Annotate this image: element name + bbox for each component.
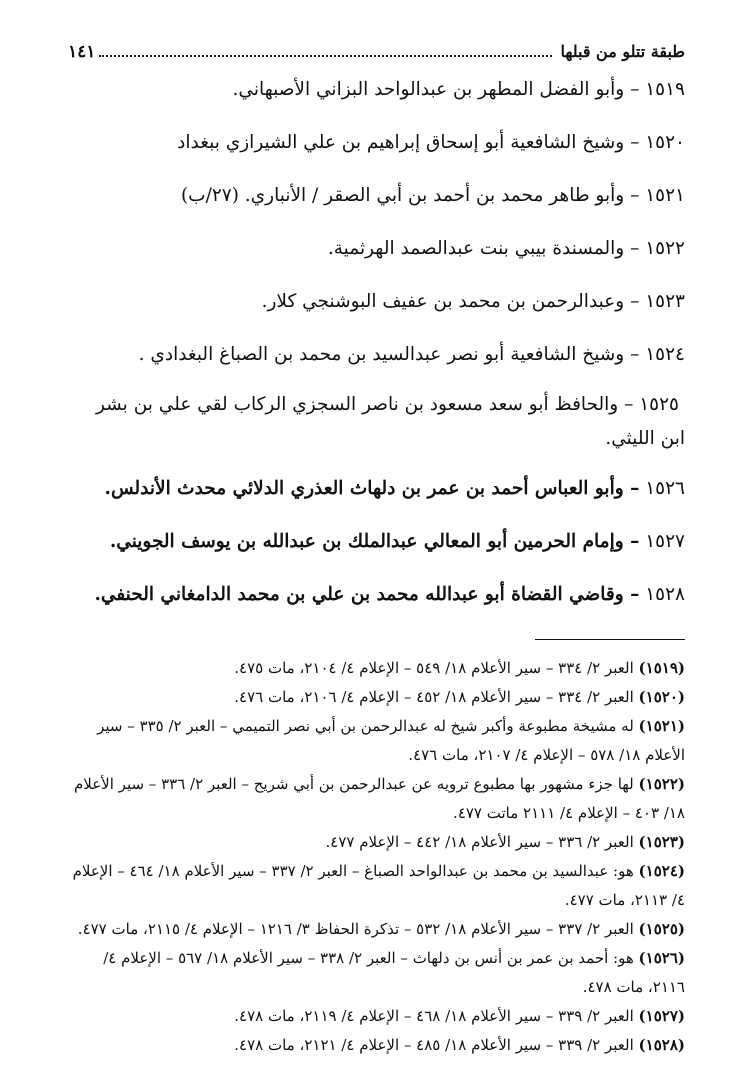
entry-text: – وأبو الفضل المطهر بن عبدالواحد البزاني الأصبهاني. (232, 79, 640, 100)
entries-list (68, 70, 685, 615)
entry-item (68, 335, 685, 375)
entry-item (68, 469, 685, 509)
entry-item (68, 176, 685, 216)
footnote-number: (١٥٢٧) (638, 1007, 685, 1025)
page-number: ١٤١ (68, 42, 96, 62)
footnote-text: العبر ٢/ ٣٣٦ – سير الأعلام ١٨/ ٤٤٢ – الإعلام ٤٧٧. (325, 833, 634, 851)
footnote-item (68, 828, 685, 857)
entry-item (68, 123, 685, 163)
entry-text: – وأبو العباس أحمد بن عمر بن دلهاث العذري الدلائي محدث الأندلس. (104, 478, 640, 499)
entry-text: – والمسندة بيبي بنت عبدالصمد الهرثمية. (327, 238, 640, 259)
footnote-number: (١٥٢١) (638, 717, 685, 735)
footnote-number: (١٥٢٥) (638, 920, 685, 938)
entry-item (68, 70, 685, 110)
footnote-text: العبر ٢/ ٣٣٩ – سير الأعلام ١٨/ ٤٦٨ – الإعلام ٤/ ٢١١٩، مات ٤٧٨. (234, 1007, 634, 1025)
entry-number: ١٥٢٦ (645, 478, 685, 499)
entry-text: – وإمام الحرمين أبو المعالي عبدالملك بن عبدالله بن يوسف الجويني. (109, 531, 640, 552)
entry-text: – وعبدالرحمن بن محمد بن عفيف البوشنجي كلار. (261, 291, 640, 312)
footnote-separator (535, 639, 685, 640)
entry-item (68, 575, 685, 615)
footnote-item (68, 857, 685, 915)
footnote-text: العبر ٢/ ٣٣٤ – سير الأعلام ١٨/ ٤٥٢ – الإعلام ٤/ ٢١٠٦، مات ٤٧٦. (234, 688, 634, 706)
footnote-number: (١٥٢٨) (638, 1036, 685, 1054)
entry-text: – وشيخ الشافعية أبو إسحاق إبراهيم بن علي الشيرازي ببغداد (177, 132, 640, 153)
footnote-item (68, 1002, 685, 1031)
footnote-text: له مشيخة مطبوعة وأكبر شيخ له عبدالرحمن بن أبي نصر التميمي – العبر ٢/ ٣٣٥ – سير الأعلام ١٨/ ٥٧٨ – الإعلام ٤/ ٢١٠٧، مات ٤٧٦. (97, 717, 685, 764)
footnote-text: هو: أحمد بن عمر بن أنس بن دلهاث – العبر ٢/ ٣٣٨ – سير الأعلام ١٨/ ٥٦٧ – الإعلام ٤/ ٢١١٦، مات ٤٧٨. (103, 949, 685, 996)
entry-number: ١٥٢٣ (645, 291, 685, 312)
footnote-item (68, 654, 685, 683)
entry-item (68, 388, 685, 456)
footnote-item (68, 944, 685, 1002)
entry-item (68, 282, 685, 322)
entry-number: ١٥٢٠ (645, 132, 685, 153)
entry-number: ١٥٢٥ (639, 394, 679, 415)
entry-number: ١٥٢١ (645, 185, 685, 206)
footnote-number: (١٥٢٦) (638, 949, 685, 967)
footnote-number: (١٥٢٢) (638, 775, 685, 793)
entry-item (68, 229, 685, 269)
footnote-text: العبر ٢/ ٣٣٧ – سير الأعلام ١٨/ ٥٣٢ – تذكرة الحفاظ ٣/ ١٢١٦ – الإعلام ٤/ ٢١١٥، مات ٤٧٧. (77, 920, 634, 938)
footnote-item (68, 1031, 685, 1060)
footnote-text: العبر ٢/ ٣٣٩ – سير الأعلام ١٨/ ٤٨٥ – الإعلام ٤/ ٢١٢١، مات ٤٧٨. (234, 1036, 634, 1054)
entry-text: – والحافظ أبو سعد مسعود بن ناصر السجزي الركاب لقي علي بن بشر ابن الليثي. (95, 394, 685, 449)
footnote-item (68, 683, 685, 712)
footnote-number: (١٥٢٣) (638, 833, 685, 851)
footnote-item (68, 712, 685, 770)
entry-number: ١٥٢٧ (645, 531, 685, 552)
footnote-item (68, 770, 685, 828)
footnote-number: (١٥٢٤) (638, 862, 685, 880)
entry-number: ١٥١٩ (645, 79, 685, 100)
footnote-text: هو: عبدالسيد بن محمد بن عبدالواحد الصباغ – العبر ٢/ ٣٣٧ – سير الأعلام ١٨/ ٤٦٤ – الإعلام ٤/ ٢١١٣، مات ٤٧٧. (72, 862, 685, 909)
footnote-item (68, 915, 685, 944)
footnotes-list (68, 654, 685, 1060)
header-title: طبقة تتلو من قبلها (560, 42, 685, 61)
footnote-text: لها جزء مشهور بها مطبوع ترويه عن عبدالرحمن بن أبي شريح – العبر ٢/ ٣٣٦ – سير الأعلام ١٨/ ٤٠٣ – الإعلام ٤/ ٢١١١ ماتت ٤٧٧. (73, 775, 685, 822)
footnote-number: (١٥٢٠) (638, 688, 685, 706)
entry-number: ١٥٢٢ (645, 238, 685, 259)
footnote-number: (١٥١٩) (638, 659, 685, 677)
entry-text: – وشيخ الشافعية أبو نصر عبدالسيد بن محمد بن الصباغ البغدادي . (138, 344, 640, 365)
entry-item (68, 522, 685, 562)
footnote-text: العبر ٢/ ٣٣٤ – سير الأعلام ١٨/ ٥٤٩ – الإعلام ٤/ ٢١٠٤، مات ٤٧٥. (234, 659, 634, 677)
entry-text: – وأبو طاهر محمد بن أحمد بن أبي الصقر / الأنباري. (٢٧/ب) (180, 185, 640, 206)
entry-text: – وقاضي القضاة أبو عبدالله محمد بن علي بن محمد الدامغاني الحنفي. (94, 584, 640, 605)
running-header (68, 42, 685, 66)
entry-number: ١٥٢٤ (645, 344, 685, 365)
entry-number: ١٥٢٨ (645, 584, 685, 605)
header-dotted-leader (99, 54, 552, 57)
